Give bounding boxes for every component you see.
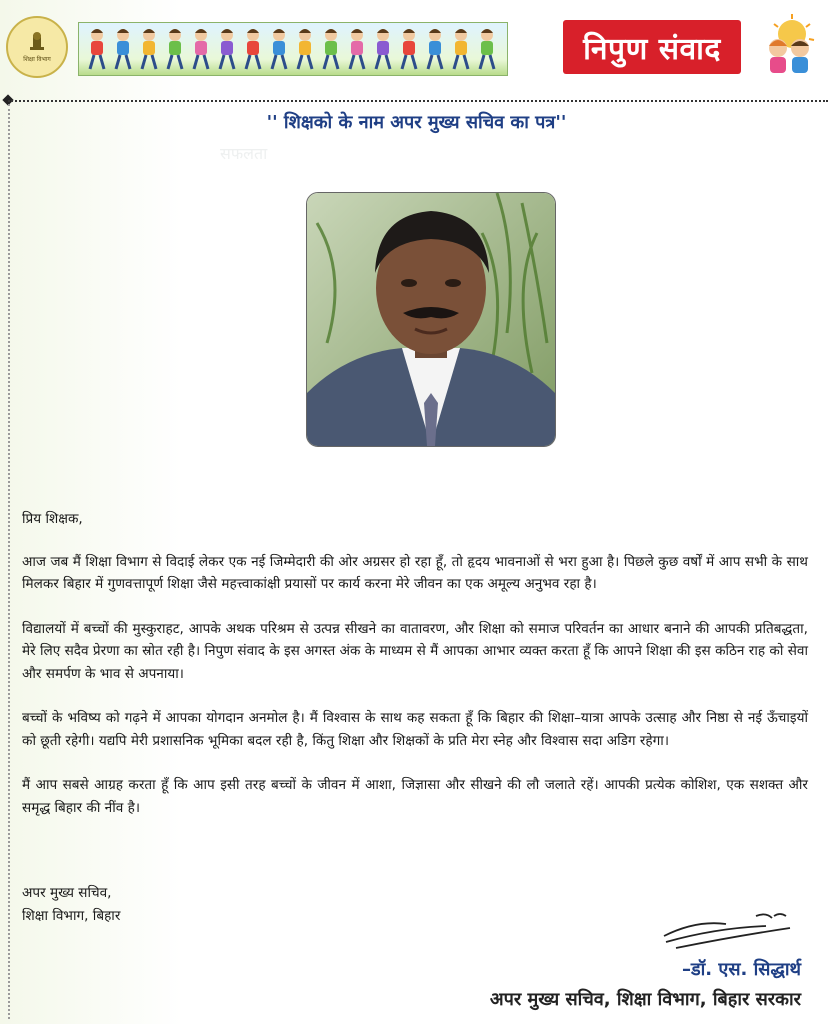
child-figure bbox=[116, 29, 130, 69]
child-figure bbox=[454, 29, 468, 69]
child-figure bbox=[272, 29, 286, 69]
child-figure bbox=[220, 29, 234, 69]
children-illustration bbox=[79, 23, 507, 75]
child-figure bbox=[246, 29, 260, 69]
child-figure bbox=[298, 29, 312, 69]
designation-block bbox=[22, 882, 120, 927]
masthead: निपुण संवाद bbox=[563, 20, 741, 74]
letter-paragraph: आज जब मैं शिक्षा विभाग से विदाई लेकर एक नई जिम्मेदारी की ओर अग्रसर हो रहा हूँ, तो हृदय भावनाओं से भरा हुआ है। पिछले कुछ वर्षों में आप सभी के साथ मिलकर बिहार में गुणवत्तापूर्ण शिक्षा जैसे महत्त्वाकांक्षी प्रयासों पर कार्य करना मेरे जीवन का एक अमूल्य अनुभव रहा है। bbox=[22, 553, 808, 592]
logo-text: शिक्षा विभाग bbox=[23, 56, 51, 63]
child-figure bbox=[480, 29, 494, 69]
child-figure bbox=[428, 29, 442, 69]
letter-paragraph: विद्यालयों में बच्चों की मुस्कुराहट, आपके अथक परिश्रम से उत्पन्न सीखने का वातावरण, और शिक्षा को समाज परिवर्तन का आधार बनाने की आपकी प्रतिबद्धता, मेरे लिए सदैव प्रेरणा का स्रोत रही है। निपुण संवाद के इस अगस्त अंक के माध्यम से मैं आपका आभार व्यक्त करता हूँ कि आपने शिक्षा की इस कठिन राह को सेवा और समर्पण के भाव से अपनाया। bbox=[22, 620, 808, 682]
letter-paragraph: मैं आप सबसे आग्रह करता हूँ कि आप इसी तरह बच्चों के जीवन में आशा, जिज्ञासा और सीखने की लौ जलाते रहें। आपकी प्रत्येक कोशिश, एक सशक्त और समृद्ध बिहार की नींव है। bbox=[22, 777, 808, 816]
page-title: '' शिक्षको के नाम अपर मुख्य सचिव का पत्र'' bbox=[266, 112, 567, 133]
signer-name: –डॉ. एस. सिद्धार्थ bbox=[682, 959, 801, 980]
child-figure bbox=[376, 29, 390, 69]
signer-office: अपर मुख्य सचिव, शिक्षा विभाग, बिहार सरकार bbox=[489, 989, 801, 1010]
child-figure bbox=[194, 29, 208, 69]
handwritten-signature bbox=[656, 906, 796, 950]
child-figure bbox=[350, 29, 364, 69]
child-figure bbox=[142, 29, 156, 69]
designation-line: अपर मुख्य सचिव, bbox=[22, 885, 112, 901]
child-figure bbox=[168, 29, 182, 69]
department-logo bbox=[6, 16, 68, 78]
designation-line: शिक्षा विभाग, बिहार bbox=[22, 907, 121, 924]
portrait-illustration bbox=[307, 193, 555, 446]
child-figure bbox=[324, 29, 338, 69]
letter-body bbox=[22, 508, 808, 841]
children-banner bbox=[78, 22, 508, 76]
kids-mascot-icon bbox=[752, 12, 824, 76]
portrait-photo bbox=[306, 192, 556, 447]
child-figure bbox=[402, 29, 416, 69]
faded-watermark-text: सफलता bbox=[220, 144, 268, 163]
header-divider bbox=[8, 100, 828, 102]
left-margin-line bbox=[8, 104, 10, 1019]
emblem-icon bbox=[26, 31, 48, 53]
salutation: प्रिय शिक्षक, bbox=[22, 511, 83, 527]
child-figure bbox=[90, 29, 104, 69]
letter-paragraph: बच्चों के भविष्य को गढ़ने में आपका योगदान अनमोल है। मैं विश्वास के साथ कह सकता हूँ कि बिहार की शिक्षा–यात्रा आपके उत्साह और निष्ठा से नई ऊँचाइयों को छूती रहेगी। यद्यपि मेरी प्रशासनिक भूमिका बदल रही है, किंतु शिक्षा और शिक्षकों के प्रति मेरा स्नेह और विश्वास सदा अडिग रहेगा। bbox=[22, 710, 808, 749]
